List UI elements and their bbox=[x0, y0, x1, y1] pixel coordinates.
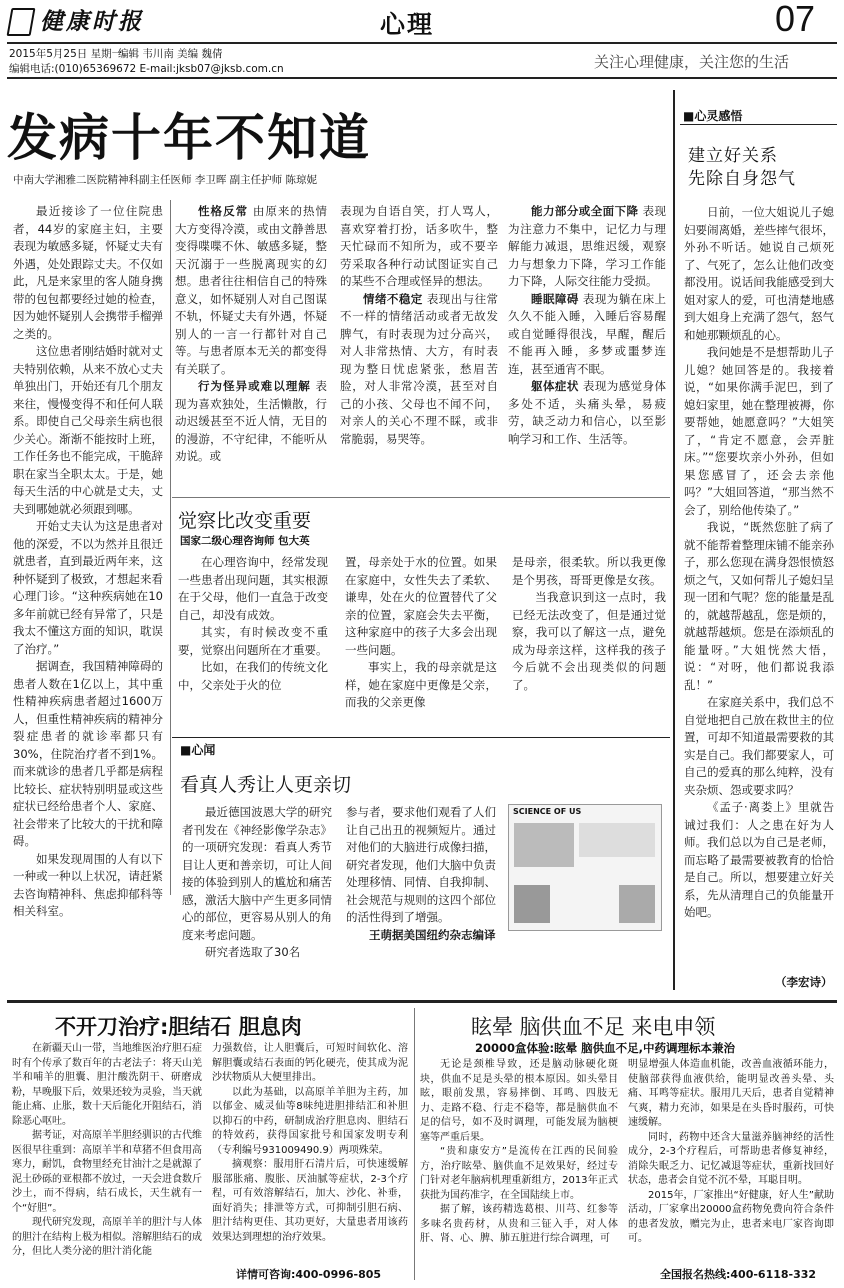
ad2-subheadline: 20000盒体验:眩晕 脑供血不足,中药调理标本兼治 bbox=[475, 1041, 735, 1055]
paragraph: 性格反常 由原来的热情大方变得冷漠，或由文静善思变得喋喋不休、敏感多疑，整天沉溺于一些脱离现实的幻想。患者往往相信自己的特殊意义，如怀疑别人对自己图谋不轨，怀疑丈夫有外遇，怀疑别人的一言一行都针对自己等。与患者原本无关的都变得有关联了。 bbox=[175, 204, 328, 376]
main-col-1 bbox=[13, 203, 163, 921]
news-image bbox=[508, 804, 662, 931]
paragraph: 最近接诊了一位住院患者，44岁的家庭主妇，主要表现为敏感多疑，怀疑丈夫有外遇，处处跟踪丈夫。不仅如此，凡是来家里的客人随身携带的包包都要经过她的检查，因为她怀疑别人会携带手榴弹之类的。 bbox=[13, 204, 163, 341]
paragraph: 现代研究发现，高原羊羊的胆汁与人体的胆汁在结构上极为相似。溶解胆结石的成分，但比人类分泌的胆汁消化能 bbox=[12, 1217, 202, 1257]
image-photo-bottom-1 bbox=[514, 885, 550, 923]
paragraph: 最近德国波恩大学的研究者刊发在《神经影像学杂志》的一项研究发现：看真人秀节目让人更和善亲切，可让人间接的体验到别人的尴尬和痛苦感，激活大脑中产生更多同情心的部位，更容易从别人的角度来考虑问题。 bbox=[182, 805, 332, 942]
story2-col-1 bbox=[178, 554, 328, 694]
sidebar-label-rule bbox=[680, 124, 837, 125]
xinwen-headline: 看真人秀让人更亲切 bbox=[180, 774, 352, 796]
sidebar-headline-2: 先除自身怨气 bbox=[688, 169, 796, 189]
ad2-col-2 bbox=[628, 1058, 834, 1247]
xinwen-col-2 bbox=[346, 804, 496, 944]
story2-byline: 国家二级心理咨询师 包大英 bbox=[180, 535, 310, 547]
story2-headline: 觉察比改变重要 bbox=[178, 510, 312, 532]
paragraph: 是母亲，很柔软。所以我更像是个男孩，哥哥更像是女孩。 bbox=[512, 555, 666, 587]
newspaper-logo: 健康时报 bbox=[40, 8, 144, 35]
xinwen-col-1 bbox=[182, 804, 332, 962]
ad1-col-1 bbox=[12, 1042, 202, 1260]
paragraph: 行为怪异或难以理解 表现为喜欢独处，生活懒散，行动迟缓甚至不近人情，无目的的漫游，不守纪律，不能听从劝说。或 bbox=[175, 379, 328, 463]
paragraph: 据了解，该药精选葛根、川芎、红参等多味名贵药材，从贵和三钲入手，对人体肝、肾、心、脾、肺五脏进行综合调理，可 bbox=[420, 1204, 618, 1244]
ad1-col-2 bbox=[212, 1042, 408, 1245]
paragraph: 能力部分或全面下降 表现为注意力不集中，记忆力与理解能力减退，思维迟缓，观察力与想象力下降，学习工作能力下降，人际交往能力受损。 bbox=[508, 204, 667, 288]
main-headline: 发病十年不知道 bbox=[7, 108, 371, 167]
masthead-rule-top bbox=[7, 42, 837, 44]
slogan: 关注心理健康，关注您的生活 bbox=[594, 53, 790, 71]
ad-divider bbox=[414, 1008, 415, 1280]
column-divider bbox=[170, 200, 171, 895]
main-byline: 中南大学湘雅二医院精神科副主任医师 李卫晖 副主任护师 陈琼妮 bbox=[13, 174, 318, 186]
paragraph: 参与者，要求他们观看了人们让自己出丑的视频短片。通过对他们的大脑进行成像扫描，研究者发现，他们大脑中负责处理移情、同情、自我抑制、社会规范与规则的这四个部位的活性得到了增强。 bbox=[346, 805, 496, 924]
image-photo-bottom-2 bbox=[619, 885, 655, 923]
paragraph: 如果发现周围的人有以下一种或一种以上状况，请赶紧去咨询精神科、焦虑抑郁科等相关科室。 bbox=[13, 851, 163, 918]
sidebar-body bbox=[684, 204, 834, 922]
paragraph: 在家庭关系中，我们总不自觉地把自己放在救世主的位置，可却不知道最需要救的其实是自己。我们都要家人，可自己的爱真的那么纯粹，没有夹杂烦、怨或要求吗？ bbox=[684, 695, 834, 797]
paragraph: 力强数倍，让人胆囊后，可短时间软化、溶解胆囊或结石表面的钙化硬壳，使其成为泥沙状物质从大便里排出。 bbox=[212, 1043, 408, 1083]
paragraph: 摘观察：服用肝石清片后，可快速缓解服部胀痛、腹胀、厌油腻等症状，2-3个疗程，可有效溶解结石，加大、沙化、补垂，面好消失；排泄等方式，可抑制引胆石病、胆汁结构更佳、其功更好，大量患者用该药效果达到理想的治疗效果。 bbox=[212, 1159, 408, 1243]
newspaper-logo-icon bbox=[7, 8, 36, 36]
paragraph: 研究者选取了30名 bbox=[205, 945, 301, 959]
sidebar-author: （李宏诗） bbox=[775, 975, 833, 989]
sidebar-column-label: ■心灵感悟 bbox=[683, 109, 743, 123]
section-title: 心理 bbox=[380, 10, 435, 39]
story2-col-2 bbox=[345, 554, 497, 712]
paragraph: 2015年，厂家推出“好健康，好人生”献助活动，厂家拿出20000盒药物免费向符合条件的患者发放，赠完为止，患者来电厂家咨询即可。 bbox=[628, 1189, 834, 1244]
image-photo-right bbox=[579, 823, 655, 857]
contact-line: 编辑电话:(010)65369672 E-mail:jksb07@jksb.com.cn bbox=[9, 63, 284, 75]
paragraph: “贵和康安方”是流传在江西的民间验方，治疗眩晕、脑供血不足效果好，经过专门针对老年脑病机理重新组方，2013年正式获批为国药准字，在全国陆续上市。 bbox=[420, 1146, 618, 1201]
paragraph: 躯体症状 表现为感觉身体多处不适，头痛头晕，易疲劳，缺乏动力和信心，以至影响学习和工作、生活等。 bbox=[508, 379, 667, 446]
paragraph: 《孟子·离娄上》里就告诫过我们：人之患在好为人师。我们总以为自己是老师，而忘略了最需要被教育的恰恰是自己。所以，想要建立好关系，先从清理自己的负能量开始吧。 bbox=[684, 800, 834, 919]
page-number: 07 bbox=[775, 0, 816, 39]
paragraph: 其实，有时候改变不重要，觉察出问题所在才重要。 bbox=[178, 625, 328, 657]
author: 王萌据美国纽约杂志编译 bbox=[369, 927, 496, 942]
paragraph: 当我意识到这一点时，我已经无法改变了，但是通过觉察，我可以了解这一点，避免成为母亲这样，这样我的孩子今后就不会出现类似的问题了。 bbox=[512, 590, 666, 692]
image-photo-left bbox=[514, 823, 574, 867]
paragraph: 置，母亲处于水的位置。如果在家庭中，女性失去了柔软、谦卑，处在火的位置替代了父亲的位置，家庭会失去平衡，这种家庭中的孩子大多会出现一些问题。 bbox=[345, 555, 497, 657]
paragraph: 日前，一位大姐说儿子媳妇要闹离婚，差些摔气很坏，外孙不听话。她说自己烦死了、气死了，怎么让他们改变都没用。说话间我能感受到大姐对家人的爱，可也清楚地感到大姐身上充满了怨气，怒气和她那颗烦乱的心。 bbox=[684, 205, 834, 342]
paragraph: 表现为自语自笑，打人骂人，喜欢穿着打扮，话多吹牛，整天忙碌而不知所为，或不要辛劳采取各种行动试图证实自己的某些不合理或怪异的想法。 bbox=[340, 204, 498, 288]
paragraph: 比如，在我们的传统文化中，父亲处于火的位 bbox=[178, 660, 328, 692]
paragraph: 这位患者刚结婚时就对丈夫特别依赖，从来不放心丈夫单独出门，开始还有几个朋友来往，慢慢变得不和任何人联系。即使自己父母亲生病也很少关心。渐渐不能按时上班，工作任务也不能完成，干脆辞职在家当全职太太。于是，她每天生活的中心就是丈夫，丈夫到哪她就必须跟到哪。 bbox=[13, 344, 163, 516]
xinwen-rule bbox=[172, 737, 670, 738]
ad2-headline: 眩晕 脑供血不足 来电申领 bbox=[471, 1015, 716, 1039]
ad1-phone: 详情可咨询:400-0996-805 bbox=[236, 1268, 382, 1281]
issue-date: 2015年5月25日 星期一 bbox=[9, 48, 123, 60]
sidebar-divider bbox=[673, 90, 675, 990]
image-masthead: SCIENCE OF US bbox=[513, 807, 582, 816]
main-col-2 bbox=[175, 203, 327, 466]
ad2-phone: 全国报名热线:400-6118-332 bbox=[660, 1268, 817, 1281]
paragraph: 情绪不稳定 表现出与往常不一样的情绪活动或者无故发脾气，有时表现为过分高兴，对人非常热情、大方，有时表现为整日忧虑紧张，愁眉苦脸，对人非常冷漠，甚至对自己的小孩、父母也不闻不问，对亲人的关心不理不睬，或非常脆弱，易哭等。 bbox=[340, 291, 499, 446]
paragraph: 以此为基础，以高原羊羊胆为主药，加以郁金、威灵仙等8味纯进胆排结汇和补胆以抑石的中药，研制成治疗胆息肉、胆结石的特效药，获得国家批号和国家发明专利（专利编号931009490.9）两项殊荣。 bbox=[212, 1086, 408, 1156]
story2-col-3 bbox=[512, 554, 666, 694]
masthead-rule-bottom bbox=[7, 77, 837, 79]
editors: 编辑 韦川南 美编 魏倩 bbox=[118, 48, 223, 60]
paragraph: 开始丈夫认为这是患者对他的深爱，不以为然并且很迁就患者，直到最近两年来，这种怀疑到了极致，才想起来看心理门诊。“这种疾病她在10多年前就已经有异常了，只是我太不懂这方面的知识，耽误了治疗。” bbox=[13, 519, 163, 656]
paragraph: 事实上，我的母亲就是这样，她在家庭中更像是父亲，而我的父亲更像 bbox=[345, 660, 497, 709]
paragraph: 我说，“既然您脏了病了就不能帮着整理床铺不能亲孙子，那么您现在满身怨恨愤怒烦之气，又如何帮儿子媳妇呈现一团和气呢？您的能量是乱的，就越帮越乱，您是烦的，就越帮越烦。您是在添烦乱的能量呀。”大姐恍然大悟，说：“对呀，他们都说我添乱！” bbox=[684, 520, 834, 692]
paragraph: 在新疆天山一带，当地维医治疗胆石症时有个传承了数百年的古老法子：将天山羌半和哺羊的胆囊、胆汁酸洗阴干、研磨成粉，早晚服下后，效果还较为灵验，当天就能止痛、止胀，数十天后能化开阻结石，消除恶心呕吐。 bbox=[12, 1043, 202, 1127]
paragraph: 同时，药物中还含大量滋养脑神经的活性成分，2-3个疗程后，可帮助患者修复神经，消除失眠乏力、记忆减退等症状，重新找回好状态，患者会自觉不沉不晕，耳聪目明。 bbox=[628, 1131, 834, 1186]
paragraph: 无论是颈椎导致，还是脑动脉硬化斑块，供血不足是头晕的根本原因。如头晕目眩，眼前发黑，容易摔倒、耳鸣、四肢无力、走路不稳、行走不稳等，都是脑供血不足的信号，如不及时调理，可能发展为脑梗塞等严重后果。 bbox=[420, 1059, 618, 1143]
paragraph: 在心理咨询中，经常发现一些患者出现问题，其实根源在于父母，他们一直急于改变自己，却没有成效。 bbox=[178, 555, 328, 622]
sidebar-headline-1: 建立好关系 bbox=[688, 146, 778, 166]
masthead bbox=[0, 0, 844, 80]
paragraph: 据考证，对高原羊半胆经驯识的古代维医很早往重到：高原羊半和草猪不但食用高寒力，耐饥，食物里经充甘油汁之是就源了泥土砂砾的亚根都不放过，一天会进食数斤沙土，而不得病，结石成长，天生就有一个“好胆”。 bbox=[12, 1130, 202, 1214]
section-divider bbox=[172, 497, 670, 498]
paragraph: 我问她是不是想帮助儿子儿媳？她回答是的。我接着说，“如果你满手泥巴，到了媳妇家里，她在整理被褥，你要帮她，她愿意吗？”大姐笑了，“肯定不愿意，会弄脏床。”“您要坎亲小外孙，但如果您感冒了，还会去亲他吗？”大姐回答道，“那当然不会了，别给他传染了。” bbox=[684, 345, 834, 517]
paragraph: 明显增强人体造血机能，改善血液循环能力，使脑部获得血液供给，能明显改善头晕、头痛、耳鸣等症状。服用几天后，患者自觉精神气爽，精力充沛，如果是在头昏时服药，可快速缓解。 bbox=[628, 1059, 834, 1128]
ad2-col-1 bbox=[420, 1058, 618, 1247]
main-col-3 bbox=[340, 203, 498, 448]
paragraph: 据调查，我国精神障碍的患者人数在1亿以上，其中重性精神疾病患者超过1600万人，但重性精神疾病的精神分裂症患者的就诊率都只有30%，住院治疗者不到1%。而来就诊的患者几乎都是病程比较长、症状特别明显或这些症状已经给患者个人、家庭、社会带来了比较大的干扰和障碍。 bbox=[13, 659, 163, 848]
main-col-4 bbox=[508, 203, 666, 448]
xinwen-label: ■心闻 bbox=[180, 743, 216, 757]
paragraph: 睡眠障碍 表现为躺在床上久久不能入睡，入睡后容易醒或自觉睡得很浅，早醒，醒后不能再入睡，多梦或噩梦连连，甚至通宵不眠。 bbox=[508, 291, 667, 376]
ad-band-rule bbox=[7, 1000, 837, 1003]
ad1-headline: 不开刀治疗:胆结石 胆息肉 bbox=[55, 1015, 302, 1039]
